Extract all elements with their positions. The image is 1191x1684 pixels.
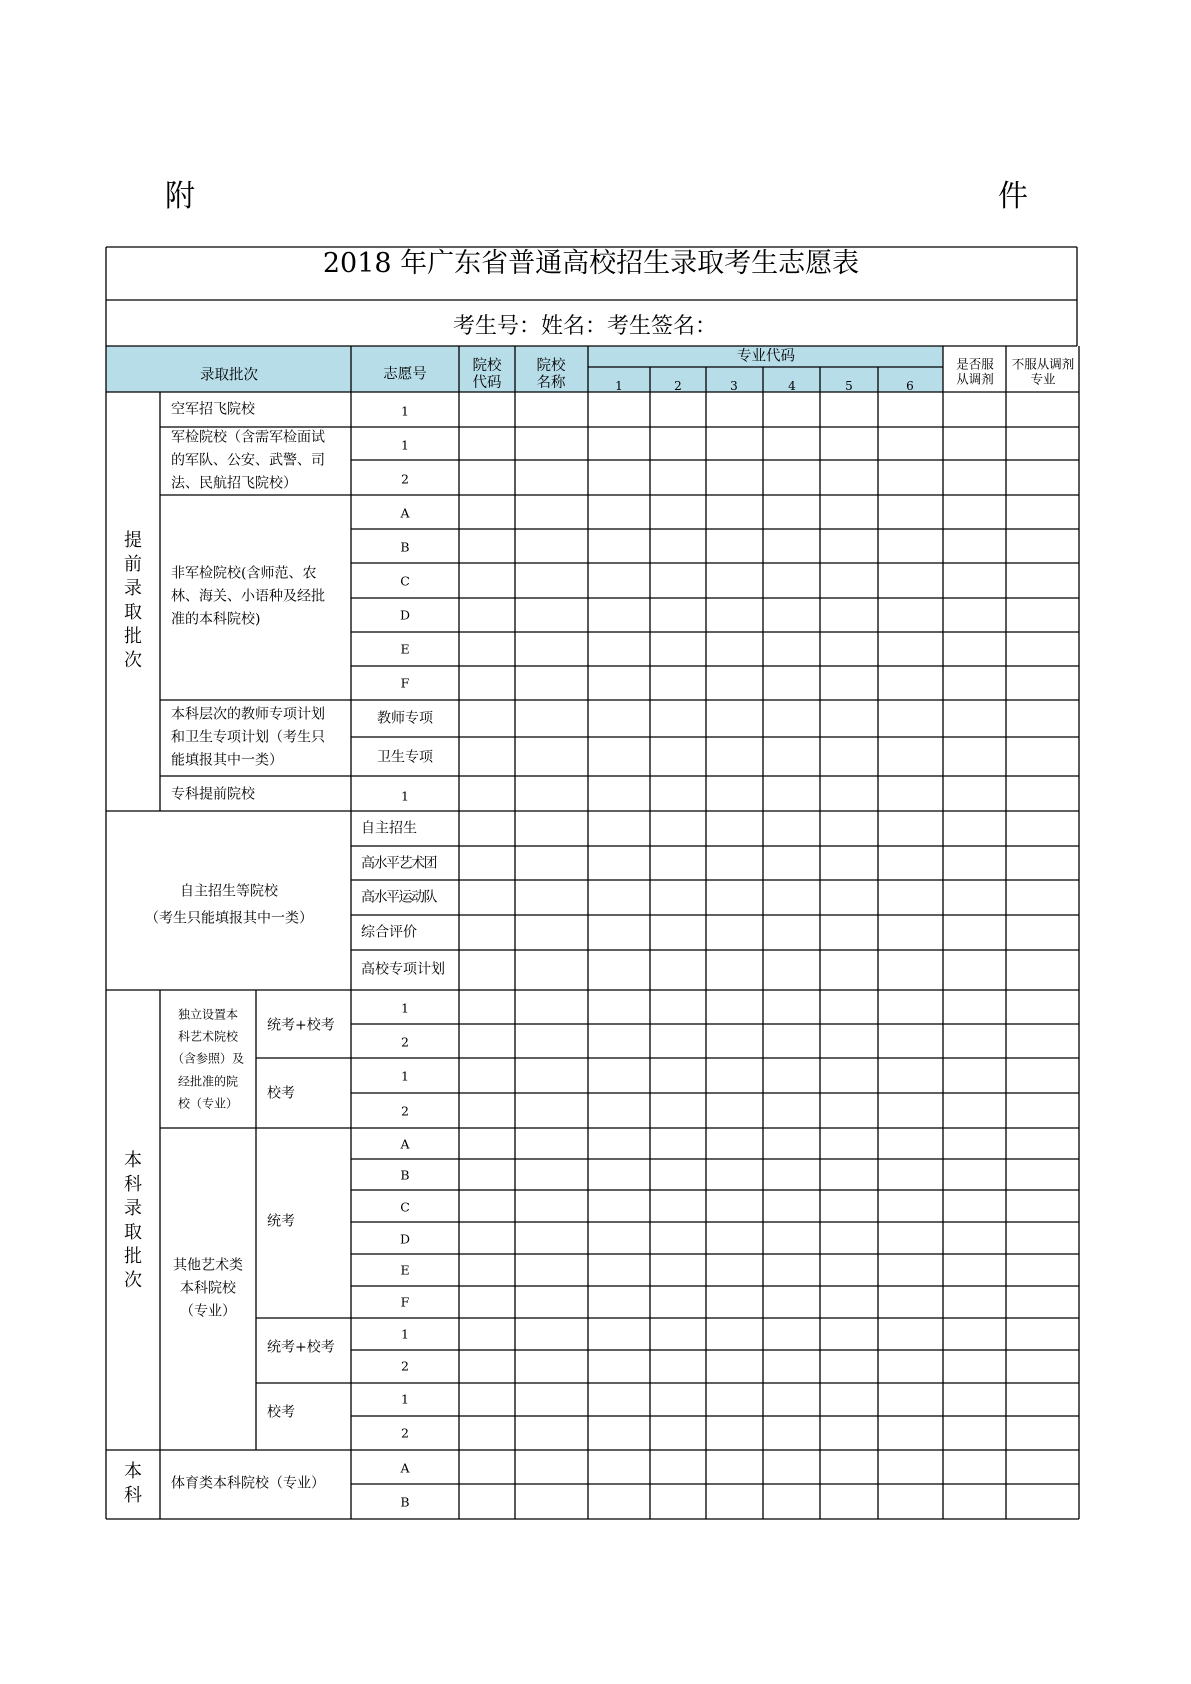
- choice-label: 1: [401, 788, 409, 804]
- zizhu-item: 自主招生: [361, 820, 417, 837]
- attachment-label-left: 附: [165, 179, 195, 214]
- candidate-info-line: 考生号：姓名：考生签名：: [452, 314, 718, 340]
- exam-type-label: 统考: [267, 1213, 295, 1230]
- cat-military-line2: 的军队、公安、武警、司: [171, 452, 325, 469]
- cat-art-independent-line2: 科艺术院校: [177, 1029, 239, 1044]
- header-school-name-line1: 院校: [536, 357, 566, 374]
- choice-label: D: [399, 1231, 411, 1247]
- group-early-batch: 提前录取批次: [124, 530, 142, 671]
- choice-label: B: [400, 1167, 410, 1183]
- group-zizhu-line2: （考生只能填报其中一类）: [145, 910, 313, 926]
- cat-non-military-line1: 非军检院校(含师范、农: [171, 565, 317, 582]
- cat-art-independent-line1: 独立设置本: [177, 1007, 239, 1022]
- choice-label: B: [400, 539, 410, 555]
- exam-type-label: 校考: [267, 1404, 295, 1421]
- choice-label: A: [400, 1460, 410, 1476]
- choice-label: 2: [401, 471, 409, 487]
- cat-art-other-line2: 本科院校: [180, 1280, 236, 1297]
- cat-military-line1: 军检院校（含需军检面试: [171, 429, 325, 446]
- cat-military-line3: 法、民航招飞院校）: [171, 475, 297, 492]
- cat-special-plan: [171, 703, 325, 772]
- header-batch: 录取批次: [200, 367, 258, 384]
- group-zizhu: [145, 878, 313, 931]
- cat-non-military-line3: 准的本科院校): [171, 611, 261, 628]
- zizhu-item: 高水平运动队: [361, 889, 436, 906]
- exam-type-label: 校考: [267, 1085, 295, 1102]
- header-school-name: [537, 358, 566, 392]
- group-zizhu-line1: 自主招生等院校: [180, 883, 278, 900]
- choice-label: B: [400, 1494, 410, 1510]
- cat-art-independent: [172, 1004, 244, 1115]
- zizhu-item: 高水平艺术团: [361, 855, 436, 872]
- cat-art-independent-line3: （含参照）及: [171, 1051, 245, 1066]
- choice-label: 1: [401, 437, 409, 453]
- header-major-3: 3: [730, 378, 738, 393]
- header-accept-adjust-line2: 从调剂: [956, 371, 994, 386]
- choice-label: 2: [401, 1358, 409, 1374]
- exam-type-label: 统考+校考: [267, 1339, 335, 1356]
- zizhu-item: 高校专项计划: [361, 961, 445, 978]
- cat-art-other-line1: 其他艺术类: [173, 1257, 243, 1274]
- choice-label: 2: [401, 1103, 409, 1119]
- choice-label: F: [400, 675, 410, 691]
- choice-label: D: [399, 607, 411, 623]
- header-major-code: 专业代码: [737, 348, 795, 365]
- choice-label: 1: [401, 1326, 409, 1342]
- zizhu-item: 综合评价: [361, 924, 417, 941]
- cat-special-plan-line1: 本科层次的教师专项计划: [171, 706, 325, 723]
- exam-type-label: 统考+校考: [267, 1017, 335, 1034]
- choice-label: 2: [401, 1034, 409, 1050]
- choice-label: E: [400, 1262, 410, 1278]
- header-school-code-line2: 代码: [472, 375, 502, 391]
- choice-label: 1: [401, 403, 409, 419]
- cat-art-independent-line5: 校（专业）: [177, 1096, 239, 1111]
- header-major-1: 1: [615, 378, 623, 393]
- header-major-6: 6: [906, 378, 914, 393]
- form-title: 2018 年广东省普通高校招生录取考生志愿表: [322, 248, 860, 280]
- cat-art-other-line3: （专业）: [180, 1303, 236, 1320]
- header-not-adjust: [1012, 357, 1075, 387]
- header-school-code-line1: 院校: [472, 357, 502, 374]
- header-major-5: 5: [845, 378, 853, 393]
- cat-non-military-line2: 林、海关、小语种及经批: [171, 588, 325, 605]
- choice-label: 1: [401, 1000, 409, 1016]
- choice-label: F: [400, 1294, 410, 1310]
- choice-label: A: [400, 505, 410, 521]
- choice-health-plan: 卫生专项: [377, 749, 433, 766]
- choice-label: A: [400, 1136, 410, 1152]
- cat-sports: 体育类本科院校（专业）: [171, 1475, 325, 1492]
- choice-label: C: [400, 573, 410, 589]
- cat-air-force: 空军招飞院校: [171, 401, 255, 418]
- header-not-adjust-line1: 不服从调剂: [1011, 356, 1075, 372]
- header-school-code: [473, 358, 502, 392]
- group-undergrad-batch-cont: 本科: [124, 1461, 142, 1506]
- cat-non-military: [171, 562, 325, 631]
- choice-label: 1: [401, 1391, 409, 1407]
- header-accept-adjust-line1: 是否服: [956, 356, 994, 372]
- group-undergrad-batch: 本科录取批次: [124, 1150, 142, 1291]
- header-major-4: 4: [788, 378, 796, 393]
- header-major-2: 2: [674, 378, 682, 393]
- header-school-name-line2: 名称: [536, 375, 566, 391]
- attachment-label-right: 件: [998, 179, 1028, 214]
- cat-special-plan-line3: 能填报其中一类）: [171, 752, 283, 769]
- cat-art-independent-line4: 经批准的院: [177, 1074, 239, 1089]
- choice-label: E: [400, 641, 410, 657]
- choice-label: 1: [401, 1068, 409, 1084]
- cat-junior-college: 专科提前院校: [171, 786, 255, 803]
- header-not-adjust-line2: 专业: [1030, 371, 1056, 386]
- choice-label: C: [400, 1199, 410, 1215]
- choice-label: 2: [401, 1425, 409, 1441]
- cat-special-plan-line2: 和卫生专项计划（考生只: [171, 729, 325, 746]
- choice-teacher-plan: 教师专项: [377, 710, 433, 727]
- header-accept-adjust: [956, 357, 994, 387]
- header-choice-no: 志愿号: [383, 366, 427, 383]
- cat-art-other: [173, 1254, 243, 1323]
- cat-military: [171, 426, 325, 495]
